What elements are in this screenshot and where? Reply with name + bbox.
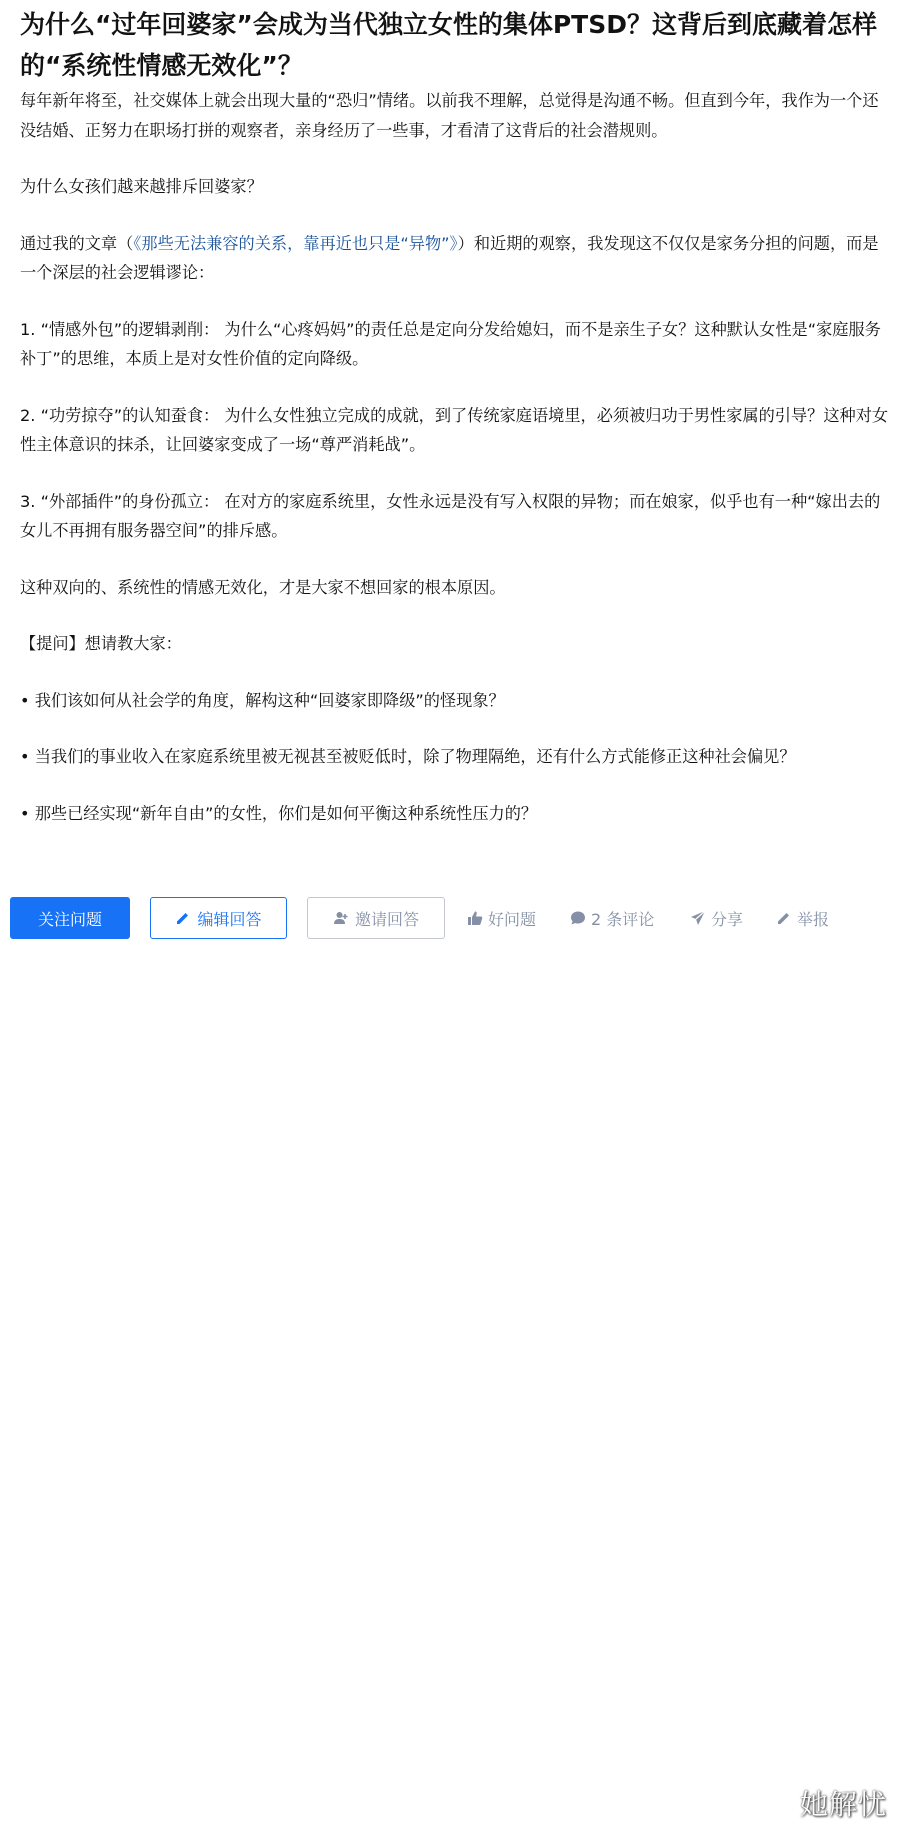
- share-icon: [690, 910, 706, 926]
- edit-answer-button[interactable]: [150, 897, 287, 939]
- paragraph: 2. “功劳掠夺”的认知蚕食： 为什么女性独立完成的成就，到了传统家庭语境里，必须被归功于男性家属的引导？这种对女性主体意识的抹杀，让回婆家变成了一场“尊严消耗战”。: [20, 405, 889, 454]
- paragraph-text: ）和近期的观察，我发现这不仅仅是家务分担的问题，而是一个深层的社会逻辑谬论：: [20, 233, 879, 282]
- question-title: 为什么“过年回婆家”会成为当代独立女性的集体PTSD？这背后到底藏着怎样的“系统性情感无效化”？: [20, 10, 877, 80]
- share-button[interactable]: [690, 897, 743, 939]
- paragraph: 1. “情感外包”的逻辑剥削： 为什么“心疼妈妈”的责任总是定向分发给媳妇，而不是亲生子女？这种默认女性是“家庭服务补丁”的思维，本质上是对女性价值的定向降级。: [20, 319, 881, 368]
- pencil-icon: [776, 910, 792, 926]
- paragraph: 为什么女孩们越来越排斥回婆家？: [20, 177, 263, 196]
- paragraph: [20, 229, 892, 288]
- pencil-icon: [175, 910, 191, 926]
- add-user-icon: [333, 910, 349, 926]
- more-label: 举报: [797, 909, 830, 929]
- invite-answer-button[interactable]: [307, 897, 445, 939]
- comment-icon: [570, 910, 586, 926]
- invite-answer-label: 邀请回答: [354, 909, 419, 929]
- follow-question-button[interactable]: [10, 897, 130, 939]
- edit-answer-label: 编辑回答: [197, 909, 262, 929]
- paragraph-text: 通过我的文章（: [20, 233, 134, 253]
- paragraph: 3. “外部插件”的身份孤立： 在对方的家庭系统里，女性永远是没有写入权限的异物；而在娘家，似乎也有一种“嫁出去的女儿不再拥有服务器空间”的排斥感。: [20, 491, 881, 540]
- more-button[interactable]: [776, 897, 829, 939]
- good-question-button[interactable]: [467, 897, 536, 939]
- paragraph: • 我们该如何从社会学的角度，解构这种“回婆家即降级”的怪现象？: [20, 690, 505, 710]
- watermark: 她解忧: [800, 1788, 888, 1821]
- share-label: 分享: [711, 909, 744, 929]
- thumbs-up-icon: [467, 910, 483, 926]
- paragraph: 这种双向的、系统性的情感无效化，才是大家不想回家的根本原因。: [20, 577, 506, 597]
- comments-button[interactable]: [570, 897, 654, 939]
- paragraph: • 当我们的事业收入在家庭系统里被无视甚至被贬低时，除了物理隔绝，还有什么方式能修正这种社会偏见？: [20, 747, 796, 766]
- paragraph: • 那些已经实现“新年自由”的女性，你们是如何平衡这种系统性压力的？: [20, 803, 538, 823]
- question-detail: [20, 86, 892, 855]
- good-question-label: 好问题: [488, 909, 537, 929]
- follow-question-label: 关注问题: [37, 909, 102, 929]
- article-link[interactable]: 《那些无法兼容的关系，靠再近也只是“异物”》: [133, 233, 458, 253]
- paragraph: 每年新年将至，社交媒体上就会出现大量的“恐归”情绪。以前我不理解，总觉得是沟通不畅。但直到今年，我作为一个还没结婚、正努力在职场打拼的观察者，亲身经历了一些事，才看清了这背后的社会潜规则。: [20, 91, 879, 140]
- paragraph: 【提问】想请教大家：: [20, 634, 182, 653]
- comments-label: 2 条评论: [591, 909, 655, 929]
- question-action-bar: [0, 890, 919, 1821]
